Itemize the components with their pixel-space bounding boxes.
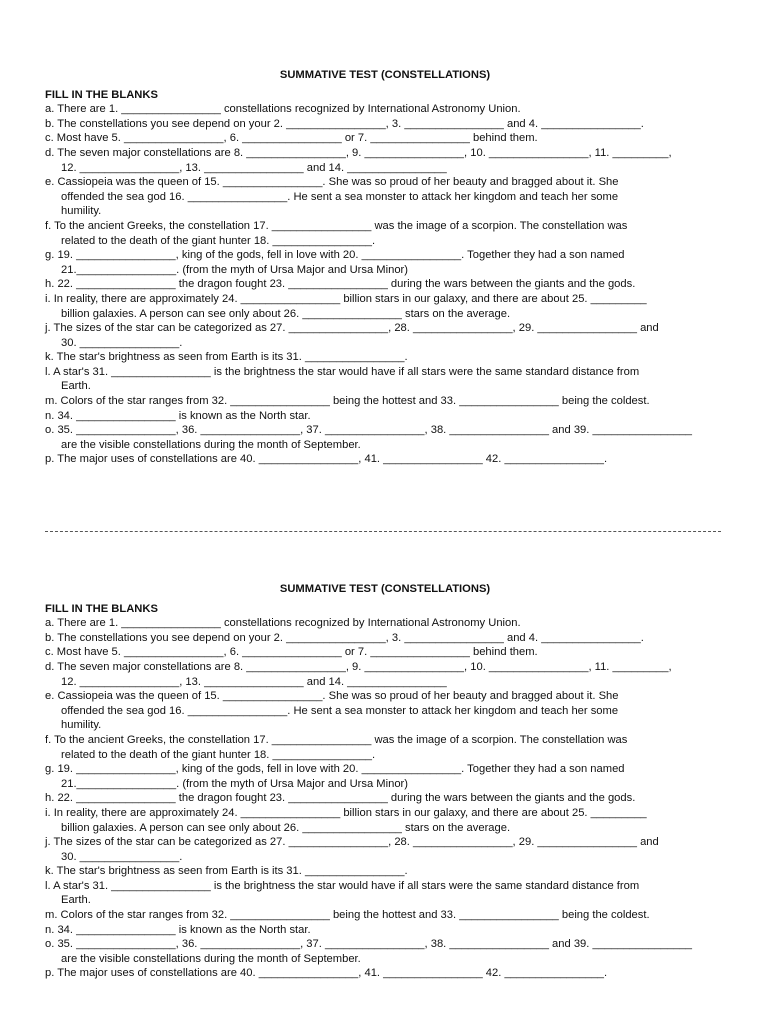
question-line: m. Colors of the star ranges from 32. ________________ being the hottest and 33. ________________ being the coldest. (45, 395, 650, 408)
question-line: b. The constellations you see depend on your 2. ________________, 3. ________________ and 4. ________________. (45, 631, 644, 644)
question-line: 30. ________________. (61, 336, 183, 349)
question-line: k. The star's brightness as seen from Earth is its 31. ________________. (45, 865, 408, 878)
question-line: 12. ________________, 13. ________________ and 14. ________________ (61, 161, 447, 174)
question-line: are the visible constellations during the month of September. (61, 952, 361, 965)
question-line: i. In reality, there are approximately 24. ________________ billion stars in our galaxy, and there are about 25. _________ (45, 292, 647, 305)
question-line: j. The sizes of the star can be categorized as 27. ________________, 28. ________________, 29. ________________ and (45, 322, 659, 335)
question-line: related to the death of the giant hunter 18. ________________. (61, 234, 376, 247)
question-line: o. 35. ________________, 36. ________________, 37. ________________, 38. ________________ and 39. ________________ (45, 938, 693, 951)
question-line: j. The sizes of the star can be categorized as 27. ________________, 28. ________________, 29. ________________ and (45, 836, 659, 849)
section-heading: FILL IN THE BLANKS (45, 88, 158, 101)
question-line: 30. ________________. (61, 850, 183, 863)
question-line: humility. (61, 205, 102, 218)
question-line: 21.________________. (from the myth of Ursa Major and Ursa Minor) (61, 777, 408, 790)
question-line: b. The constellations you see depend on your 2. ________________, 3. ________________ and 4. ________________. (45, 117, 644, 130)
question-line: offended the sea god 16. ________________. He sent a sea monster to attack her kingdom and teach her some (61, 190, 619, 203)
question-line: offended the sea god 16. ________________. He sent a sea monster to attack her kingdom and teach her some (61, 704, 619, 717)
question-line: billion galaxies. A person can see only about 26. ________________ stars on the average. (61, 821, 511, 834)
question-line: c. Most have 5. ________________, 6. ________________ or 7. ________________ behind them. (45, 132, 538, 145)
question-line: e. Cassiopeia was the queen of 15. ________________. She was so proud of her beauty and bragged about it. She (45, 176, 619, 189)
question-line: billion galaxies. A person can see only about 26. ________________ stars on the average. (61, 307, 511, 320)
question-line: f. To the ancient Greeks, the constellation 17. ________________ was the image of a scorpion. The constellation was (45, 733, 628, 746)
question-line: are the visible constellations during the month of September. (61, 438, 361, 451)
question-line: a. There are 1. ________________ constellations recognized by International Astronomy Union. (45, 103, 521, 116)
question-line: d. The seven major constellations are 8. ________________, 9. ________________, 10. ________________, 11. _________, (45, 660, 672, 673)
question-line: n. 34. ________________ is known as the North star. (45, 923, 311, 936)
test-sheet-top (45, 68, 725, 467)
question-line: Earth. (61, 894, 91, 907)
question-line: n. 34. ________________ is known as the North star. (45, 409, 311, 422)
question-line: p. The major uses of constellations are 40. ________________, 41. ________________ 42. ________________. (45, 967, 608, 980)
question-list (45, 616, 725, 981)
question-line: 12. ________________, 13. ________________ and 14. ________________ (61, 675, 447, 688)
question-list (45, 102, 725, 467)
question-line: p. The major uses of constellations are 40. ________________, 41. ________________ 42. ________________. (45, 453, 608, 466)
question-line: d. The seven major constellations are 8. ________________, 9. ________________, 10. ________________, 11. _________, (45, 146, 672, 159)
cut-line-divider (45, 531, 721, 532)
question-line: m. Colors of the star ranges from 32. ________________ being the hottest and 33. ________________ being the coldest. (45, 909, 650, 922)
section-heading: FILL IN THE BLANKS (45, 602, 158, 615)
question-line: f. To the ancient Greeks, the constellation 17. ________________ was the image of a scorpion. The constellation was (45, 219, 628, 232)
question-line: e. Cassiopeia was the queen of 15. ________________. She was so proud of her beauty and bragged about it. She (45, 690, 619, 703)
question-line: g. 19. ________________, king of the gods, fell in love with 20. ________________. Together they had a son named (45, 249, 625, 262)
question-line: k. The star's brightness as seen from Earth is its 31. ________________. (45, 351, 408, 364)
question-line: 21.________________. (from the myth of Ursa Major and Ursa Minor) (61, 263, 408, 276)
question-line: related to the death of the giant hunter 18. ________________. (61, 748, 376, 761)
question-line: a. There are 1. ________________ constellations recognized by International Astronomy Union. (45, 617, 521, 630)
test-sheet-bottom (45, 582, 725, 981)
question-line: g. 19. ________________, king of the gods, fell in love with 20. ________________. Together they had a son named (45, 763, 625, 776)
question-line: l. A star's 31. ________________ is the brightness the star would have if all stars were the same standard distance from (45, 365, 640, 378)
page-title: SUMMATIVE TEST (CONSTELLATIONS) (279, 69, 491, 81)
question-line: humility. (61, 719, 102, 732)
question-line: Earth. (61, 380, 91, 393)
question-line: l. A star's 31. ________________ is the brightness the star would have if all stars were the same standard distance from (45, 879, 640, 892)
question-line: o. 35. ________________, 36. ________________, 37. ________________, 38. ________________ and 39. ________________ (45, 424, 693, 437)
question-line: h. 22. ________________ the dragon fought 23. ________________ during the wars between the giants and the gods. (45, 792, 636, 805)
question-line: c. Most have 5. ________________, 6. ________________ or 7. ________________ behind them. (45, 646, 538, 659)
page-title: SUMMATIVE TEST (CONSTELLATIONS) (279, 583, 491, 595)
question-line: i. In reality, there are approximately 24. ________________ billion stars in our galaxy, and there are about 25. _________ (45, 806, 647, 819)
question-line: h. 22. ________________ the dragon fought 23. ________________ during the wars between the giants and the gods. (45, 278, 636, 291)
